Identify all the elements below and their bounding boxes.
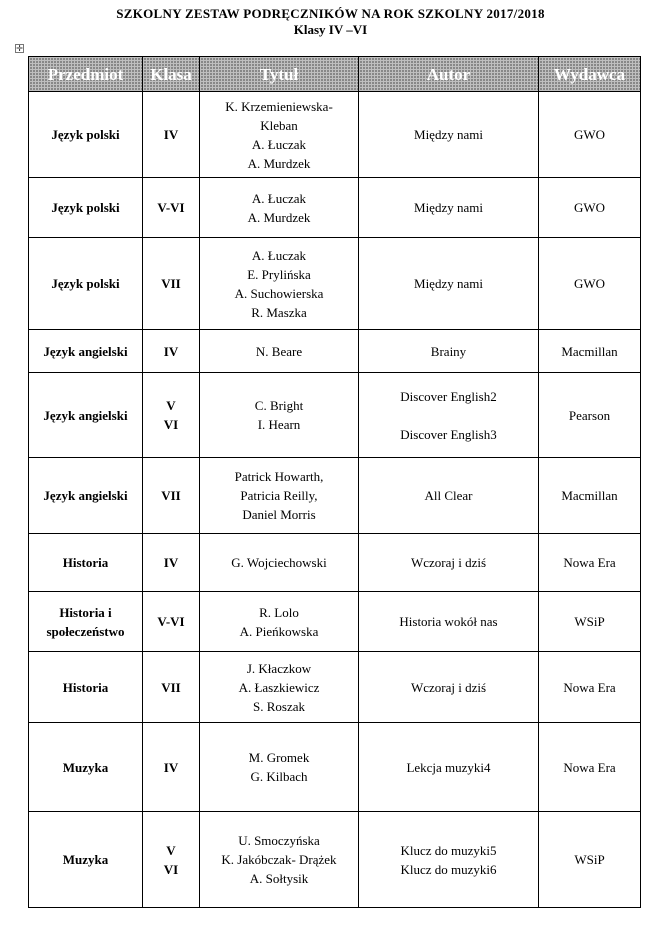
class-cell-line: V (166, 398, 176, 413)
authors-cell-line: A. Łuczak (251, 247, 307, 263)
table-row (29, 723, 641, 812)
book-title-cell (359, 92, 539, 178)
subject-cell (29, 723, 143, 812)
book-title-cell (359, 178, 539, 238)
book-title-cell (359, 723, 539, 812)
authors-cell-line: K. Krzemieniewska- (225, 98, 333, 114)
class-cell-line: VII (161, 488, 181, 503)
book-title-cell-line: Między nami (414, 276, 483, 291)
authors-cell-line: A. Pieńkowska (239, 623, 319, 639)
class-cell (143, 330, 200, 373)
publisher-cell: GWO (539, 238, 641, 330)
table-body (29, 92, 641, 908)
subject-cell-line: Język polski (51, 276, 120, 291)
authors-cell (200, 534, 359, 592)
subject-cell-line: Język angielski (43, 343, 128, 359)
authors-cell-line: Kleban (260, 117, 298, 133)
authors-cell-line: E. Prylińska (247, 266, 311, 282)
subject-cell (29, 652, 143, 723)
subject-cell (29, 812, 143, 908)
book-title-cell (359, 373, 539, 458)
class-cell-line: V-VI (157, 614, 185, 629)
publisher-cell: WSiP (539, 592, 641, 652)
authors-cell (200, 373, 359, 458)
book-title-cell-line: Discover English3 (400, 426, 497, 442)
authors-cell (200, 330, 359, 373)
authors-cell-line: M. Gromek (248, 750, 310, 765)
authors-cell-line: U. Smoczyńska (238, 833, 320, 848)
authors-cell (200, 723, 359, 812)
authors-cell-line: A. Łuczak (251, 190, 307, 206)
table-row (29, 238, 641, 330)
authors-cell (200, 812, 359, 908)
book-title-cell-line: Discover English2 (400, 388, 497, 404)
table-row (29, 812, 641, 908)
table-row (29, 534, 641, 592)
class-cell-line: V-VI (157, 200, 185, 215)
document-subtitle: Klasy IV –VI (293, 22, 368, 37)
book-title-cell (359, 652, 539, 723)
publisher-cell: Macmillan (539, 330, 641, 373)
header-author: Autor (359, 57, 539, 92)
subject-cell (29, 178, 143, 238)
class-cell (143, 178, 200, 238)
book-title-cell-line (362, 406, 535, 425)
class-cell (143, 652, 200, 723)
book-title-cell (359, 592, 539, 652)
authors-cell (200, 592, 359, 652)
table-move-handle-icon[interactable]: ✛ (16, 44, 23, 53)
class-cell (143, 92, 200, 178)
authors-cell-line: A. Suchowierska (234, 285, 324, 301)
subject-cell-line: Historia (62, 555, 109, 570)
authors-cell-line: N. Beare (255, 343, 303, 359)
book-title-cell-line: Lekcja muzyki4 (406, 759, 491, 775)
subject-cell-line: Język angielski (43, 407, 128, 423)
publisher-cell: GWO (539, 92, 641, 178)
book-title-cell-line: Między nami (414, 127, 483, 142)
authors-cell (200, 92, 359, 178)
book-title-cell-line: All Clear (424, 488, 473, 503)
publisher-cell: Nowa Era (539, 534, 641, 592)
book-title-cell-line: Klucz do muzyki5 (400, 842, 497, 858)
table-row (29, 92, 641, 178)
publisher-cell: GWO (539, 178, 641, 238)
document-title: SZKOLNY ZESTAW PODRĘCZNIKÓW NA ROK SZKOLNY 2017/2018 (116, 6, 545, 21)
class-cell-line: IV (163, 555, 179, 570)
authors-cell-line: A. Sołtysik (249, 871, 309, 886)
subject-cell (29, 458, 143, 534)
class-cell-line: VI (163, 861, 179, 877)
book-title-cell (359, 534, 539, 592)
book-title-cell-line: Klucz do muzyki6 (400, 861, 497, 877)
subject-cell-line: Historia i (59, 604, 112, 620)
authors-cell (200, 458, 359, 534)
authors-cell (200, 178, 359, 238)
subject-cell-line: społeczeństwo (46, 623, 125, 639)
authors-cell-line: Patrick Howarth, (234, 469, 324, 484)
header-title: Tytuł (200, 57, 359, 92)
authors-cell-line: Patricia Reilly, (240, 488, 318, 503)
authors-cell (200, 238, 359, 330)
publisher-cell: Nowa Era (539, 652, 641, 723)
authors-cell-line: Daniel Morris (242, 507, 316, 522)
subject-cell-line: Język polski (51, 200, 120, 215)
book-title-cell (359, 458, 539, 534)
header-subject: Przedmiot (29, 57, 143, 92)
table-row (29, 373, 641, 458)
authors-cell-line: K. Jakóbczak- Drążek (221, 852, 337, 867)
class-cell (143, 458, 200, 534)
class-cell-line: IV (163, 759, 179, 775)
subject-cell (29, 592, 143, 652)
book-title-cell-line: Historia wokół nas (399, 614, 498, 629)
class-cell-line: VI (163, 417, 179, 432)
header-publisher: Wydawca (539, 57, 641, 92)
authors-cell-line: A. Łuczak (251, 136, 307, 152)
authors-cell-line: R. Maszka (251, 304, 307, 320)
book-title-cell (359, 330, 539, 373)
subject-cell-line: Muzyka (62, 759, 109, 775)
class-cell-line: VII (161, 276, 181, 291)
subject-cell-line: Muzyka (62, 852, 109, 867)
authors-cell-line: I. Hearn (257, 417, 301, 432)
class-cell-line: V (166, 842, 176, 858)
class-cell (143, 592, 200, 652)
publisher-cell: Nowa Era (539, 723, 641, 812)
subject-cell-line: Historia (62, 679, 109, 695)
class-cell-line: VII (161, 679, 181, 695)
authors-cell-line: A. Łaszkiewicz (238, 679, 320, 695)
authors-cell-line: G. Wojciechowski (231, 555, 327, 570)
book-title-cell (359, 238, 539, 330)
subject-cell (29, 534, 143, 592)
table-row (29, 592, 641, 652)
authors-cell-line: R. Lolo (259, 604, 299, 620)
subject-cell-line: Język polski (51, 127, 120, 142)
table-row (29, 178, 641, 238)
table-row (29, 330, 641, 373)
authors-cell-line: G. Kilbach (250, 769, 308, 784)
authors-cell (200, 652, 359, 723)
table-row (29, 458, 641, 534)
class-cell (143, 723, 200, 812)
publisher-cell: Macmillan (539, 458, 641, 534)
header-class: Klasa (143, 57, 200, 92)
book-title-cell (359, 812, 539, 908)
authors-cell-line: A. Murdzek (247, 209, 311, 225)
subject-cell (29, 92, 143, 178)
class-cell (143, 238, 200, 330)
book-title-cell-line: Wczoraj i dziś (410, 555, 487, 570)
table-header-row (29, 57, 641, 92)
subject-cell (29, 373, 143, 458)
authors-cell-line: C. Bright (254, 398, 304, 413)
publisher-cell: WSiP (539, 812, 641, 908)
class-cell (143, 534, 200, 592)
table-row (29, 652, 641, 723)
subject-cell-line: Język angielski (43, 488, 128, 503)
class-cell (143, 373, 200, 458)
authors-cell-line: J. Kłaczkow (246, 660, 312, 676)
book-title-cell-line: Brainy (430, 343, 467, 359)
book-title-cell-line: Wczoraj i dziś (410, 679, 487, 695)
class-cell-line: IV (163, 343, 179, 359)
subject-cell (29, 238, 143, 330)
class-cell-line: IV (163, 127, 179, 142)
class-cell (143, 812, 200, 908)
book-title-cell-line: Między nami (414, 200, 483, 215)
publisher-cell: Pearson (539, 373, 641, 458)
authors-cell-line: A. Murdzek (247, 155, 311, 171)
textbook-table (28, 56, 641, 908)
authors-cell-line: S. Roszak (253, 698, 305, 714)
subject-cell (29, 330, 143, 373)
